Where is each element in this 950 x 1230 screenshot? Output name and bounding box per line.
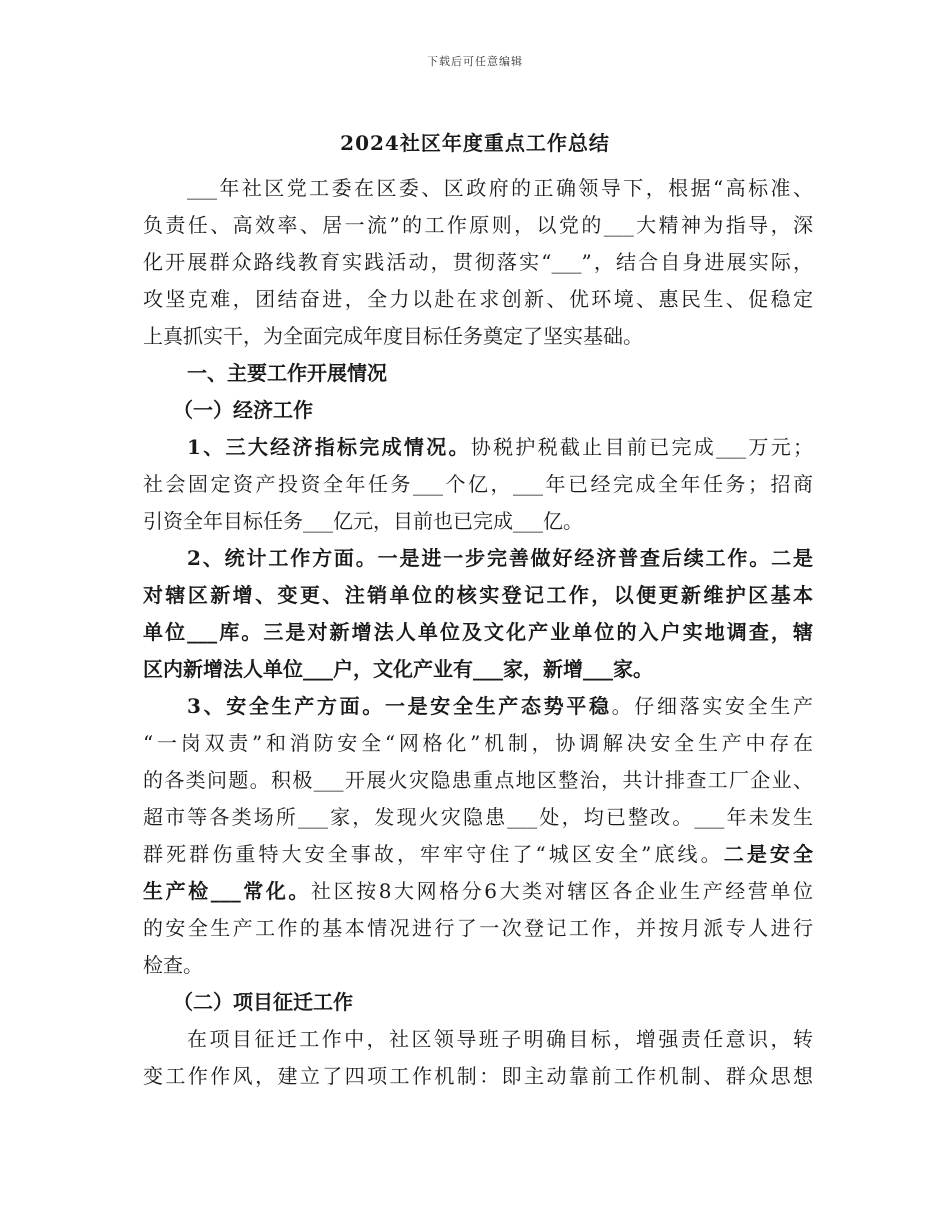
item3-line: 的各类问题。积极___开展火灾隐患重点地区整治，共计排查工厂企业、: [143, 768, 813, 792]
section-heading: 一、主要工作开展情况: [187, 361, 387, 385]
intro-line: 化开展群众路线教育实践活动，贯彻落实“___”，结合自身进展实际，: [143, 250, 813, 274]
item3-text: 。仔细落实安全生产: [611, 694, 813, 718]
item4-line: 变工作作风，建立了四项工作机制：即主动靠前工作机制、群众思想: [143, 1064, 813, 1088]
subsection-heading: （二）项目征迁工作: [173, 990, 353, 1014]
item1-lead: 1、三大经济指标完成情况。: [187, 435, 471, 459]
header-note: 下载后可任意编辑: [427, 55, 523, 68]
item1-text: 协税护税截止目前已完成___万元；: [470, 435, 813, 459]
item3-line: [143, 873, 813, 910]
item3-line: “一岗双责”和消防安全“网格化”机制，协调解决安全生产中存在: [143, 731, 813, 755]
item3-lead: 生产检___常化。: [143, 879, 311, 903]
item3-text: 社区按8大网格分6大类对辖区各企业生产经营单位: [311, 879, 813, 903]
intro-line: ___年社区党工委在区委、区政府的正确领导下，根据“高标准、: [187, 176, 813, 200]
item3-line: [143, 688, 813, 725]
item2-line: 单位___库。三是对新增法人单位及文化产业单位的入户实地调查，辖: [143, 620, 813, 644]
item2-line: 对辖区新增、变更、注销单位的核实登记工作，以便更新维护区基本: [143, 583, 813, 607]
intro-line: 负责任、高效率、居一流”的工作原则，以党的___大精神为指导，深: [143, 213, 813, 237]
document-body: [143, 170, 813, 1095]
item1-line: 社会固定资产投资全年任务___个亿，___年已经完成全年任务；招商: [143, 472, 813, 496]
intro-line: 攻坚克难，团结奋进，全力以赴在求创新、优环境、惠民生、促稳定: [143, 287, 813, 311]
item2-line: 2、统计工作方面。一是进一步完善做好经济普查后续工作。二是: [187, 546, 813, 570]
item1-line: [143, 429, 813, 466]
document-title: 2024社区年度重点工作总结: [340, 131, 610, 155]
item1-line: 引资全年目标任务___亿元，目前也已完成___亿。: [143, 509, 583, 533]
item3-text: 群死群伤重特大安全事故，牢牢守住了“城区安全”底线。: [143, 842, 724, 866]
subsection-heading: （一）经济工作: [173, 398, 313, 422]
item3-line: [143, 836, 813, 873]
item3-lead: 3、安全生产方面。一是安全生产态势平稳: [187, 694, 612, 718]
item3-line: 超市等各类场所___家，发现火灾隐患___处，均已整改。___年未发生: [143, 805, 813, 829]
intro-line: 上真抓实干，为全面完成年度目标任务奠定了坚实基础。: [143, 324, 643, 348]
item3-line: 检查。: [143, 953, 203, 977]
item2-line: 区内新增法人单位___户，文化产业有___家，新增___家。: [143, 657, 653, 681]
item4-line: 在项目征迁工作中，社区领导班子明确目标，增强责任意识，转: [187, 1027, 813, 1051]
item3-line: 的安全生产工作的基本情况进行了一次登记工作，并按月派专人进行: [143, 916, 813, 940]
item3-lead: 二是安全: [723, 842, 813, 866]
